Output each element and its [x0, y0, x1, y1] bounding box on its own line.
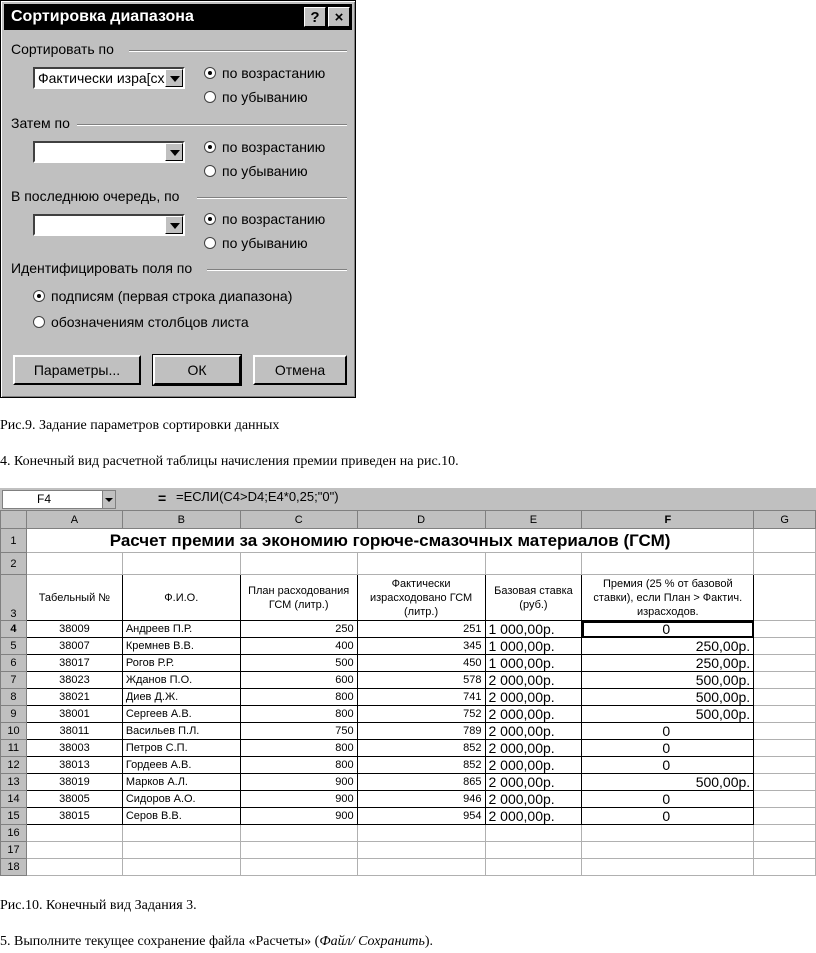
- figure-9-caption: Рис.9. Задание параметров сортировки данных: [0, 418, 280, 433]
- row-header[interactable]: 16: [1, 825, 27, 842]
- cell-plan[interactable]: 750: [240, 723, 357, 740]
- sheet-cell[interactable]: [26, 825, 122, 842]
- cell-full-name[interactable]: Кремнев В.В.: [122, 638, 240, 655]
- cell-fact[interactable]: 450: [357, 655, 485, 672]
- sheet-cell[interactable]: [357, 842, 485, 859]
- cell-plan[interactable]: 400: [240, 638, 357, 655]
- sheet-cell[interactable]: [26, 859, 122, 876]
- then-by-asc-label: по возрастанию: [222, 139, 326, 155]
- sheet-cell[interactable]: [754, 808, 816, 825]
- cell-plan[interactable]: 800: [240, 689, 357, 706]
- cell-full-name[interactable]: Сидоров А.О.: [122, 791, 240, 808]
- group-divider: [77, 124, 347, 126]
- sheet-cell[interactable]: [122, 859, 240, 876]
- table-row: [1, 791, 816, 808]
- then-by-label: Затем по: [11, 115, 70, 131]
- header-rate[interactable]: Базовая ставка (руб.): [485, 575, 582, 621]
- header-plan[interactable]: План расходования ГСМ (литр.): [240, 575, 357, 621]
- row-header[interactable]: 3: [1, 575, 27, 621]
- column-header-g[interactable]: G: [754, 511, 816, 529]
- sort-range-dialog: [0, 0, 356, 398]
- cell-plan[interactable]: 800: [240, 740, 357, 757]
- group-divider: [197, 197, 347, 199]
- sheet-cell[interactable]: [754, 842, 816, 859]
- formula-input[interactable]: =ЕСЛИ(C4>D4;E4*0,25;"0"): [176, 489, 339, 504]
- cell-fact[interactable]: 865: [357, 774, 485, 791]
- sheet-grid: [0, 510, 816, 876]
- cell-plan[interactable]: 600: [240, 672, 357, 689]
- cell-rate[interactable]: 2 000,00р.: [485, 740, 582, 757]
- row-header[interactable]: 18: [1, 859, 27, 876]
- sort-by-asc-label: по возрастанию: [222, 65, 326, 81]
- sheet-cell[interactable]: [754, 672, 816, 689]
- close-button[interactable]: ×: [328, 7, 350, 27]
- cell-full-name[interactable]: Гордеев А.В.: [122, 757, 240, 774]
- sort-by-value: Фактически изра[сх: [38, 70, 165, 86]
- name-box-value: F4: [37, 492, 52, 506]
- cell-full-name[interactable]: Серов В.В.: [122, 808, 240, 825]
- then-by-desc-radio[interactable]: [204, 163, 308, 179]
- cell-bonus[interactable]: 0: [582, 740, 754, 757]
- cell-full-name[interactable]: Андреев П.Р.: [122, 621, 240, 638]
- sheet-cell[interactable]: [240, 553, 357, 575]
- cell-full-name[interactable]: Васильев П.Л.: [122, 723, 240, 740]
- spreadsheet: [0, 488, 816, 876]
- cell-full-name[interactable]: Рогов Р.Р.: [122, 655, 240, 672]
- cell-tab-number[interactable]: 38023: [26, 672, 122, 689]
- sheet-cell[interactable]: [754, 706, 816, 723]
- then-by-combo[interactable]: [33, 141, 185, 163]
- sort-by-label: Сортировать по: [11, 41, 114, 57]
- sheet-cell[interactable]: [582, 859, 754, 876]
- cell-tab-number[interactable]: 38019: [26, 774, 122, 791]
- sort-by-asc-radio[interactable]: [204, 65, 325, 81]
- column-header-c[interactable]: C: [240, 511, 357, 529]
- table-row: [1, 638, 816, 655]
- row-header[interactable]: 14: [1, 791, 27, 808]
- radio-checked-icon: [33, 290, 45, 302]
- radio-checked-icon: [204, 141, 216, 153]
- cell-fact[interactable]: 954: [357, 808, 485, 825]
- cell-plan[interactable]: 500: [240, 655, 357, 672]
- sheet-cell[interactable]: [122, 553, 240, 575]
- header-full-name[interactable]: Ф.И.О.: [122, 575, 240, 621]
- sheet-row: [1, 529, 816, 553]
- group-divider: [207, 269, 347, 271]
- row-header[interactable]: 13: [1, 774, 27, 791]
- radio-unchecked-icon: [204, 165, 216, 177]
- step-5-text: [0, 934, 433, 950]
- sheet-cell[interactable]: [26, 842, 122, 859]
- cell-bonus[interactable]: 0: [582, 723, 754, 740]
- sheet-cell[interactable]: [485, 859, 582, 876]
- row-header[interactable]: 10: [1, 723, 27, 740]
- sheet-row: [1, 859, 816, 876]
- table-row: [1, 808, 816, 825]
- equals-sign[interactable]: =: [158, 490, 167, 506]
- dialog-titlebar: [4, 4, 352, 30]
- cell-full-name[interactable]: Жданов П.О.: [122, 672, 240, 689]
- radio-unchecked-icon: [204, 91, 216, 103]
- cell-tab-number[interactable]: 38011: [26, 723, 122, 740]
- sheet-cell[interactable]: [754, 740, 816, 757]
- sheet-cell[interactable]: [754, 553, 816, 575]
- cell-tab-number[interactable]: 38003: [26, 740, 122, 757]
- column-header-e[interactable]: E: [485, 511, 582, 529]
- cell-rate[interactable]: 1 000,00р.: [485, 621, 582, 638]
- cell-bonus[interactable]: 0: [582, 757, 754, 774]
- step-5-prefix: 5. Выполните текущее сохранение файла «Расчеты» (: [0, 934, 320, 949]
- cell-rate[interactable]: 2 000,00р.: [485, 689, 582, 706]
- table-row: [1, 774, 816, 791]
- row-header[interactable]: 11: [1, 740, 27, 757]
- row-header[interactable]: 6: [1, 655, 27, 672]
- cell-bonus[interactable]: 500,00р.: [582, 689, 754, 706]
- sheet-cell[interactable]: [582, 825, 754, 842]
- sheet-cell[interactable]: [754, 638, 816, 655]
- sheet-cell[interactable]: [357, 553, 485, 575]
- sheet-cell[interactable]: [754, 655, 816, 672]
- cell-bonus[interactable]: 250,00р.: [582, 638, 754, 655]
- row-header[interactable]: 8: [1, 689, 27, 706]
- chevron-down-icon[interactable]: [165, 69, 183, 87]
- cell-full-name[interactable]: Сергеев А.В.: [122, 706, 240, 723]
- identify-headers-radio[interactable]: [33, 288, 292, 304]
- header-bonus[interactable]: Премия (25 % от базовой ставки), если План > Фактич. израсходов.: [582, 575, 754, 621]
- sheet-cell[interactable]: [754, 859, 816, 876]
- identify-label: Идентифицировать поля по: [11, 260, 193, 276]
- then-by-desc-label: по убыванию: [222, 163, 308, 179]
- sheet-cell[interactable]: [357, 825, 485, 842]
- column-header-b[interactable]: B: [122, 511, 240, 529]
- cell-plan[interactable]: 900: [240, 808, 357, 825]
- cell-tab-number[interactable]: 38017: [26, 655, 122, 672]
- cell-tab-number[interactable]: 38021: [26, 689, 122, 706]
- sheet-cell[interactable]: [754, 621, 816, 638]
- last-by-combo[interactable]: [33, 214, 185, 236]
- cell-full-name[interactable]: Диев Д.Ж.: [122, 689, 240, 706]
- cell-tab-number[interactable]: 38015: [26, 808, 122, 825]
- row-header[interactable]: 9: [1, 706, 27, 723]
- sheet-cell[interactable]: [357, 859, 485, 876]
- sort-by-desc-label: по убыванию: [222, 89, 308, 105]
- column-header-d[interactable]: D: [357, 511, 485, 529]
- cell-bonus[interactable]: 500,00р.: [582, 672, 754, 689]
- cell-bonus[interactable]: 0: [582, 808, 754, 825]
- cell-rate[interactable]: 2 000,00р.: [485, 723, 582, 740]
- group-divider: [129, 50, 347, 52]
- parameters-button[interactable]: Параметры...: [13, 355, 141, 385]
- figure-10-caption: Рис.10. Конечный вид Задания 3.: [0, 898, 197, 913]
- sheet-cell[interactable]: [754, 774, 816, 791]
- identify-columns-radio[interactable]: [33, 314, 249, 330]
- last-by-asc-label: по возрастанию: [222, 211, 326, 227]
- sheet-cell[interactable]: [754, 723, 816, 740]
- cell-rate[interactable]: 1 000,00р.: [485, 655, 582, 672]
- table-row: [1, 706, 816, 723]
- cell-fact[interactable]: 752: [357, 706, 485, 723]
- row-header[interactable]: 17: [1, 842, 27, 859]
- step-4-text: 4. Конечный вид расчетной таблицы начисления премии приведен на рис.10.: [0, 454, 459, 469]
- sheet-cell[interactable]: [240, 859, 357, 876]
- header-fact[interactable]: Фактически израсходовано ГСМ (литр.): [357, 575, 485, 621]
- sheet-cell[interactable]: [754, 575, 816, 621]
- cell-bonus[interactable]: 500,00р.: [582, 706, 754, 723]
- sheet-cell[interactable]: [485, 553, 582, 575]
- cell-rate[interactable]: 2 000,00р.: [485, 774, 582, 791]
- cell-full-name[interactable]: Марков А.Л.: [122, 774, 240, 791]
- sheet-cell[interactable]: [754, 529, 816, 553]
- column-header-row: [1, 511, 816, 529]
- sheet-cell[interactable]: [485, 825, 582, 842]
- sheet-cell[interactable]: [240, 842, 357, 859]
- sheet-cell[interactable]: [582, 553, 754, 575]
- radio-unchecked-icon: [33, 316, 45, 328]
- formula-bar: [0, 488, 816, 511]
- sort-by-desc-radio[interactable]: [204, 89, 308, 105]
- radio-unchecked-icon: [204, 237, 216, 249]
- help-button[interactable]: ?: [304, 7, 326, 27]
- cell-tab-number[interactable]: 38005: [26, 791, 122, 808]
- row-header[interactable]: 12: [1, 757, 27, 774]
- last-by-desc-radio[interactable]: [204, 235, 308, 251]
- radio-checked-icon: [204, 67, 216, 79]
- chevron-down-icon[interactable]: [102, 491, 115, 508]
- chevron-down-icon[interactable]: [165, 143, 183, 161]
- cell-fact[interactable]: 789: [357, 723, 485, 740]
- table-row: [1, 655, 816, 672]
- sheet-cell[interactable]: [122, 842, 240, 859]
- cell-tab-number[interactable]: 38013: [26, 757, 122, 774]
- row-header[interactable]: 5: [1, 638, 27, 655]
- last-by-label: В последнюю очередь, по: [11, 188, 180, 204]
- row-header[interactable]: 15: [1, 808, 27, 825]
- cell-fact[interactable]: 251: [357, 621, 485, 638]
- table-row: [1, 757, 816, 774]
- row-header[interactable]: 7: [1, 672, 27, 689]
- cell-rate[interactable]: 2 000,00р.: [485, 757, 582, 774]
- sheet-title[interactable]: Расчет премии за экономию горюче-смазочных материалов (ГСМ): [26, 529, 753, 553]
- column-header-a[interactable]: A: [26, 511, 122, 529]
- sheet-row: [1, 825, 816, 842]
- chevron-down-icon[interactable]: [165, 216, 183, 234]
- table-row: [1, 740, 816, 757]
- sheet-row: [1, 553, 816, 575]
- cell-rate[interactable]: 1 000,00р.: [485, 638, 582, 655]
- sheet-cell[interactable]: [754, 689, 816, 706]
- sheet-row: [1, 842, 816, 859]
- cell-rate[interactable]: 2 000,00р.: [485, 672, 582, 689]
- sheet-cell[interactable]: [26, 553, 122, 575]
- cell-bonus-selected[interactable]: 0: [582, 621, 754, 638]
- cell-plan[interactable]: 900: [240, 791, 357, 808]
- cancel-button[interactable]: Отмена: [253, 355, 347, 385]
- sheet-cell[interactable]: [754, 791, 816, 808]
- cell-fact[interactable]: 578: [357, 672, 485, 689]
- cell-fact[interactable]: 946: [357, 791, 485, 808]
- row-header[interactable]: 4: [1, 621, 27, 638]
- table-row: [1, 621, 816, 638]
- column-header-f[interactable]: F: [582, 511, 754, 529]
- cell-rate[interactable]: 2 000,00р.: [485, 791, 582, 808]
- then-by-asc-radio[interactable]: [204, 139, 325, 155]
- cell-plan[interactable]: 800: [240, 757, 357, 774]
- step-5-suffix: ).: [424, 934, 434, 949]
- table-row: [1, 723, 816, 740]
- dialog-title: Сортировка диапазона: [11, 8, 194, 25]
- sheet-cell[interactable]: [754, 757, 816, 774]
- cell-tab-number[interactable]: 38001: [26, 706, 122, 723]
- table-row: [1, 689, 816, 706]
- last-by-desc-label: по убыванию: [222, 235, 308, 251]
- cell-plan[interactable]: 800: [240, 706, 357, 723]
- cell-plan[interactable]: 250: [240, 621, 357, 638]
- cell-rate[interactable]: 2 000,00р.: [485, 706, 582, 723]
- row-header[interactable]: 2: [1, 553, 27, 575]
- header-tab-number[interactable]: Табельный №: [26, 575, 122, 621]
- sort-by-combo[interactable]: [33, 67, 185, 89]
- cell-tab-number[interactable]: 38007: [26, 638, 122, 655]
- cell-full-name[interactable]: Петров С.П.: [122, 740, 240, 757]
- cell-bonus[interactable]: 0: [582, 791, 754, 808]
- cell-bonus[interactable]: 500,00р.: [582, 774, 754, 791]
- ok-button[interactable]: ОК: [153, 355, 241, 385]
- identify-columns-label: обозначениям столбцов листа: [51, 314, 249, 330]
- sheet-cell[interactable]: [122, 825, 240, 842]
- cell-fact[interactable]: 345: [357, 638, 485, 655]
- cell-fact[interactable]: 852: [357, 740, 485, 757]
- cell-plan[interactable]: 900: [240, 774, 357, 791]
- sheet-cell[interactable]: [754, 825, 816, 842]
- step-5-menu-path: Файл/ Сохранить: [319, 934, 425, 949]
- select-all-corner[interactable]: [1, 511, 27, 529]
- last-by-asc-radio[interactable]: [204, 211, 325, 227]
- cell-bonus[interactable]: 250,00р.: [582, 655, 754, 672]
- cell-tab-number[interactable]: 38009: [26, 621, 122, 638]
- table-row: [1, 672, 816, 689]
- identify-headers-label: подписям (первая строка диапазона): [51, 288, 293, 304]
- cell-fact[interactable]: 741: [357, 689, 485, 706]
- sheet-cell[interactable]: [240, 825, 357, 842]
- cell-fact[interactable]: 852: [357, 757, 485, 774]
- name-box[interactable]: [2, 490, 116, 509]
- row-header[interactable]: 1: [1, 529, 27, 553]
- sheet-cell[interactable]: [485, 842, 582, 859]
- sheet-cell[interactable]: [582, 842, 754, 859]
- header-row: [1, 575, 816, 621]
- cell-rate[interactable]: 2 000,00р.: [485, 808, 582, 825]
- radio-checked-icon: [204, 213, 216, 225]
